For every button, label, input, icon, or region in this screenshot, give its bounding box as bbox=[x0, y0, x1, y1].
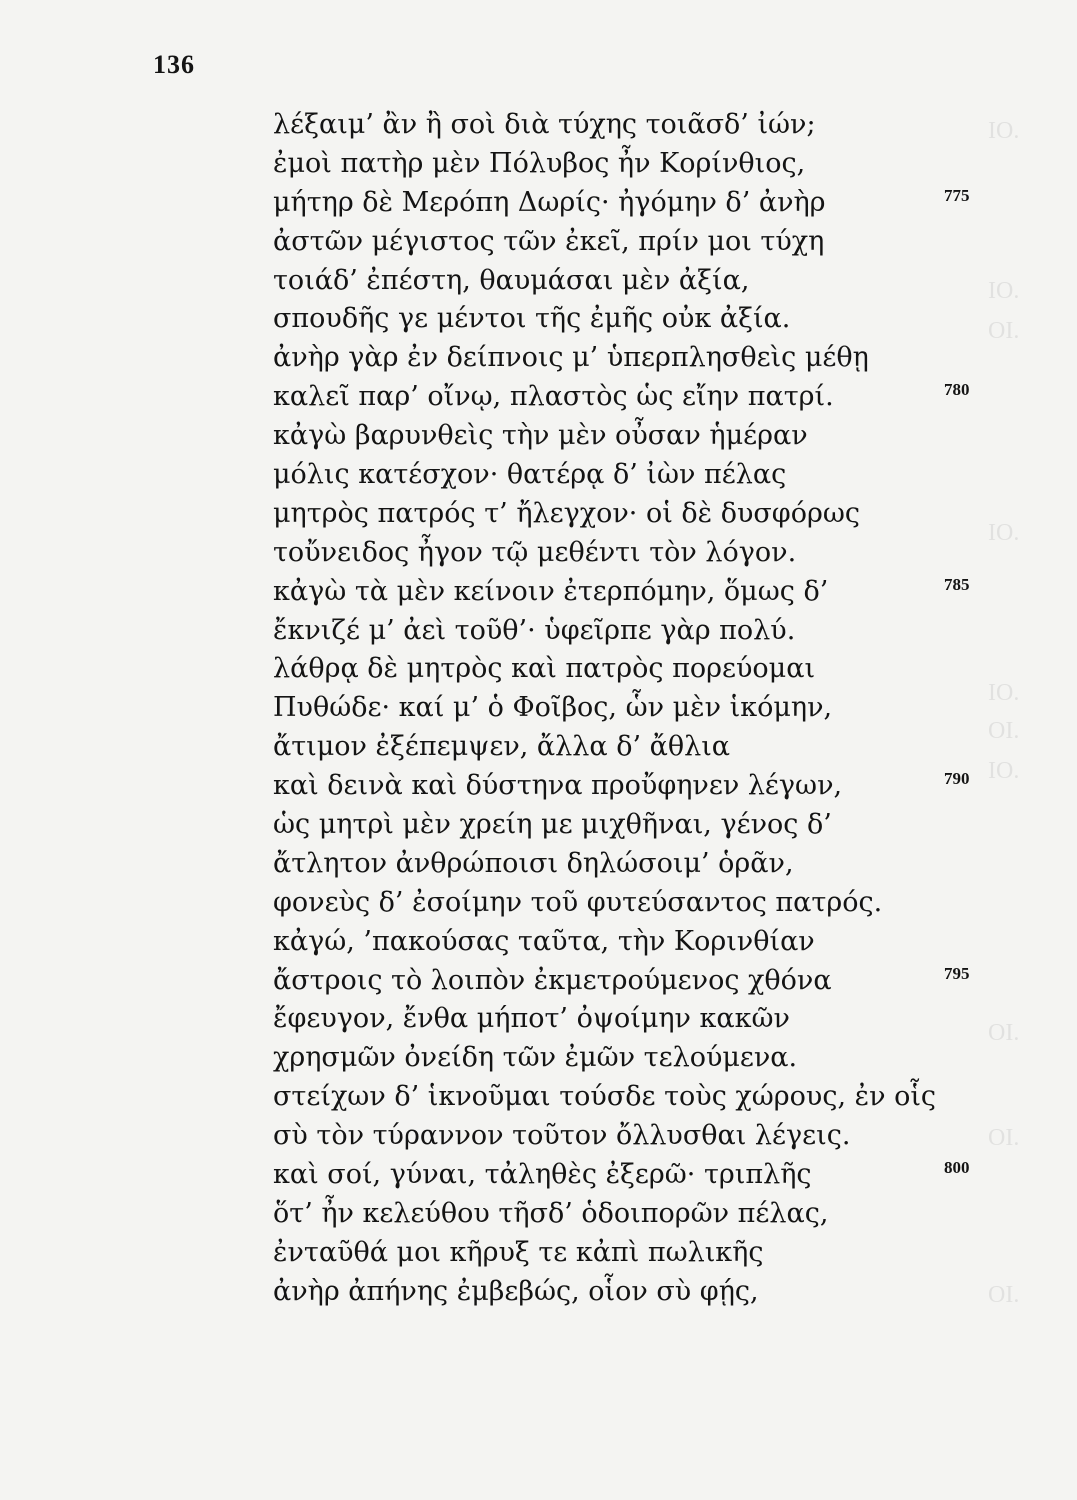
bleed-through-mark: IO. bbox=[988, 118, 1020, 144]
verse-line bbox=[273, 1039, 973, 1078]
bleed-through-mark: IO. bbox=[988, 680, 1020, 706]
bleed-through-mark: IO. bbox=[988, 758, 1020, 784]
bleed-through-mark: IO. bbox=[988, 278, 1020, 304]
verse-line-text: ἄτλητον ἀνθρώποισι δηλώσοιμ’ ὁρᾶν, bbox=[273, 847, 794, 879]
line-number: 800 bbox=[944, 1158, 970, 1178]
verse-line-text: κἀγὼ βαρυνθεὶς τὴν μὲν οὖσαν ἡμέραν bbox=[273, 420, 808, 452]
verse-line-text: ὅτ’ ἦν κελεύθου τῆσδ’ ὁδοιπορῶν πέλας, bbox=[273, 1197, 829, 1229]
verse-line bbox=[273, 1156, 973, 1195]
verse-line-text: φονεὺς δ’ ἐσοίμην τοῦ φυτεύσαντος πατρός. bbox=[273, 886, 883, 918]
verse-line bbox=[273, 962, 973, 1001]
verse-line bbox=[273, 106, 973, 145]
verse-line-text: ἐμοὶ πατὴρ μὲν Πόλυβος ἦν Κορίνθιος, bbox=[273, 147, 806, 179]
verse-line-text: μητρὸς πατρός τ’ ἤλεγχον· οἱ δὲ δυσφόρως bbox=[273, 497, 860, 529]
page-number: 136 bbox=[153, 50, 195, 79]
verse-line-text: λέξαιμ’ ἂν ἢ σοὶ διὰ τύχης τοιᾶσδ’ ἰών; bbox=[273, 109, 816, 140]
verse-line-text: ἄστροις τὸ λοιπὸν ἐκμετρούμενος χθόνα bbox=[273, 964, 832, 996]
verse-line bbox=[273, 806, 973, 845]
line-number: 780 bbox=[944, 380, 970, 400]
verse-line bbox=[273, 1273, 973, 1312]
verse-line-text: ἔκνιζέ μ’ ἀεὶ τοῦθ’· ὑφεῖρπε γὰρ πολύ. bbox=[273, 614, 796, 646]
verse-line bbox=[273, 145, 973, 184]
verse-line bbox=[273, 650, 973, 689]
verse-line-text: καλεῖ παρ’ οἴνῳ, πλαστὸς ὡς εἴην πατρί. bbox=[273, 381, 834, 413]
verse-line-text: ἀστῶν μέγιστος τῶν ἐκεῖ, πρίν μοι τύχη bbox=[273, 225, 825, 257]
verse-line-text: ἀνὴρ ἀπήνης ἐμβεβώς, οἷον σὺ φῄς, bbox=[273, 1275, 759, 1307]
bleed-through-mark: IO. bbox=[988, 520, 1020, 546]
verse-line bbox=[273, 884, 973, 923]
verse-line-text: ἐνταῦθά μοι κῆρυξ τε κἀπὶ πωλικῆς bbox=[273, 1236, 764, 1268]
bleed-through-mark: OI. bbox=[988, 1282, 1020, 1308]
verse-line bbox=[273, 612, 973, 651]
verse-line-text: μόλις κατέσχον· θατέρᾳ δ’ ἰὼν πέλας bbox=[273, 459, 787, 491]
verse-line bbox=[273, 728, 973, 767]
verse-line-text: μήτηρ δὲ Μερόπη Δωρίς· ἠγόμην δ’ ἀνὴρ bbox=[273, 186, 826, 218]
verse-line bbox=[273, 767, 973, 806]
verse-line bbox=[273, 223, 973, 262]
verse-line bbox=[273, 184, 973, 223]
verse-line bbox=[273, 262, 973, 301]
verse-line-text: κἀγὼ τὰ μὲν κείνοιν ἐτερπόμην, ὅμως δ’ bbox=[273, 575, 829, 607]
verse-line bbox=[273, 1195, 973, 1234]
verse-line-text: Πυθώδε· καί μ’ ὁ Φοῖβος, ὧν μὲν ἱκόμην, bbox=[273, 692, 833, 724]
line-number: 775 bbox=[944, 185, 970, 205]
verse-line bbox=[273, 339, 973, 378]
line-number: 785 bbox=[944, 574, 970, 594]
bleed-through-mark: OI. bbox=[988, 1020, 1020, 1046]
verse-line-text: κἀγώ, ’πακούσας ταῦτα, τὴν Κορινθίαν bbox=[273, 925, 815, 957]
verse-line-text: ἄτιμον ἐξέπεμψεν, ἄλλα δ’ ἄθλια bbox=[273, 731, 731, 763]
verse-line-text: καὶ σοί, γύναι, τἀληθὲς ἐξερῶ· τριπλῆς bbox=[273, 1159, 812, 1191]
verse-line bbox=[273, 417, 973, 456]
verse-line-text: σὺ τὸν τύραννον τοῦτον ὄλλυσθαι λέγεις. bbox=[273, 1120, 851, 1152]
verse-line bbox=[273, 1117, 973, 1156]
verse-line-text: λάθρᾳ δὲ μητρὸς καὶ πατρὸς πορεύομαι bbox=[273, 653, 816, 685]
verse-line bbox=[273, 573, 973, 612]
verse-line-text: τοιάδ’ ἐπέστη, θαυμάσαι μὲν ἀξία, bbox=[273, 264, 750, 296]
verse-line bbox=[273, 495, 973, 534]
verse-line bbox=[273, 534, 973, 573]
verse-line bbox=[273, 923, 973, 962]
verse-line bbox=[273, 1234, 973, 1273]
bleed-through-mark: OI. bbox=[988, 718, 1020, 744]
verse-line bbox=[273, 1078, 973, 1117]
verse-line bbox=[273, 300, 973, 339]
verse-line-text: στείχων δ’ ἱκνοῦμαι τούσδε τοὺς χώρους, ἐν οἷς bbox=[273, 1081, 937, 1113]
verse-line bbox=[273, 378, 973, 417]
verse-line-text: καὶ δεινὰ καὶ δύστηνα προὔφηνεν λέγων, bbox=[273, 770, 843, 802]
verse-line bbox=[273, 689, 973, 728]
verse-line-text: ὡς μητρὶ μὲν χρείη με μιχθῆναι, γένος δ’ bbox=[273, 809, 832, 841]
line-number: 795 bbox=[944, 963, 970, 983]
verse-line bbox=[273, 845, 973, 884]
verse-line-text: χρησμῶν ὀνείδη τῶν ἐμῶν τελούμενα. bbox=[273, 1042, 798, 1074]
verse-line-text: σπουδῆς γε μέντοι τῆς ἐμῆς οὐκ ἀξία. bbox=[273, 303, 791, 335]
verse-line-text: ἔφευγον, ἔνθα μήποτ’ ὀψοίμην κακῶν bbox=[273, 1003, 790, 1035]
verse-line-text: ἀνὴρ γὰρ ἐν δείπνοις μ’ ὑπερπλησθεὶς μέθῃ bbox=[273, 342, 869, 374]
verse-block bbox=[273, 106, 973, 1312]
bleed-through-mark: OI. bbox=[988, 1125, 1020, 1151]
verse-line bbox=[273, 456, 973, 495]
line-number: 790 bbox=[944, 769, 970, 789]
verse-line-text: τοὔνειδος ἦγον τῷ μεθέντι τὸν λόγον. bbox=[273, 536, 797, 568]
verse-line bbox=[273, 1000, 973, 1039]
bleed-through-mark: OI. bbox=[988, 318, 1020, 344]
